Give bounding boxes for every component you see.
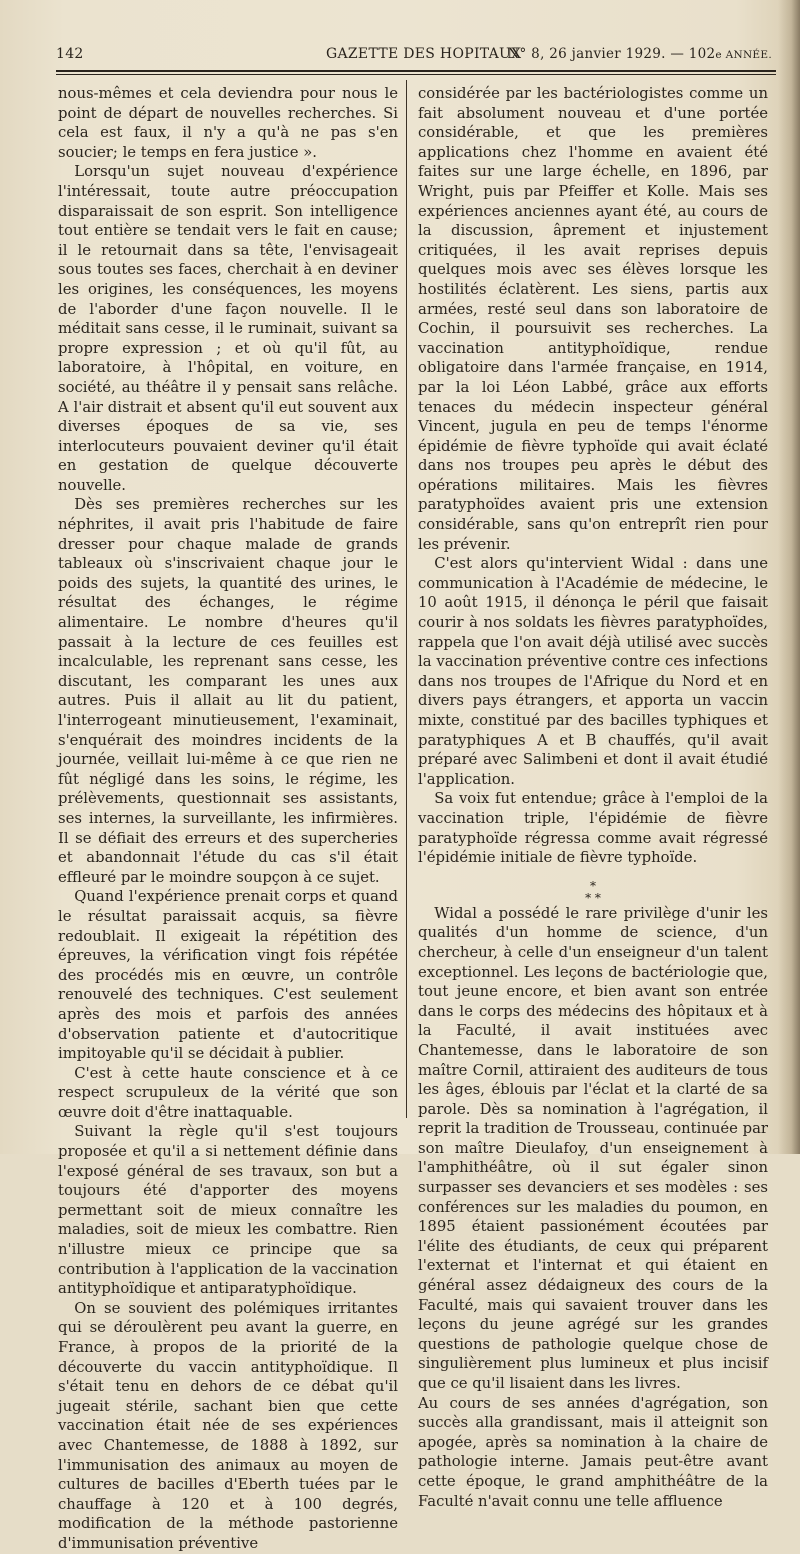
right-column-body-b — [418, 904, 768, 1511]
paragraph: Quand l'expérience prenait corps et quand le résultat paraissait acquis, sa fièvre redoublait. Il exigeait la répétition des épreuves, la vérification vingt fois répétée des procédés mis en œuvre, un contrôle renouvelé des techniques. C'est seulement après des mois et parfois des années d'observation patiente et d'autocritique impitoyable qu'il se décidait à publier. — [58, 888, 398, 1063]
section-separator — [418, 868, 768, 904]
header-rule-thick — [56, 70, 776, 72]
paragraph: considérée par les bactériologistes comme un fait absolument nouveau et d'une portée considérable, et que les premières applications chez l'homme en avaient été faites sur une large échelle, en 1896, par Wright, puis par Pfeiffer et Kolle. Mais ses expériences anciennes ayant été, au cours de la discussion, âprement et injustement critiquées, il les avait reprises depuis quelques mois avec ses élèves lorsque les hostilités éclatèrent. Les siens, partis aux armées, resté seul dans son laboratoire de Cochin, il poursuivit ses recherches. La vaccination antityphoïdique, rendue obligatoire dans l'armée française, en 1914, par la loi Léon Labbé, grâce aux efforts tenaces du médecin inspecteur général Vincent, jugula en peu de temps l'énorme épidémie de fièvre typhoïde qui avait éclaté dans nos troupes peu après le début des opérations militaires. Mais les fièvres paratyphoïdes avaient pris une extension considérable, sans qu'on entreprît rien pour les prévenir. — [418, 85, 768, 553]
paragraph: Dès ses premières recherches sur les néphrites, il avait pris l'habitude de faire dresser pour chaque malade de grands tableaux où s'inscrivaient chaque jour le poids des sujets, la quantité des urines, le résultat des échanges, le régime alimentaire. Le nombre d'heures qu'il passait à la lecture de ces feuilles est incalculable, les reprenant sans cesse, les discutant, les comparant les unes aux autres. Puis il allait au lit du patient, l'interrogeant minutieusement, l'examinait, s'enquérait des moindres incidents de la journée, veillait lui-même à ce que rien ne fût négligé dans les soins, le régime, les prélèvements, questionnait ses assistants, ses internes, la surveillante, les infirmières. Il se défiait des erreurs et des supercheries et abandonnait l'étude du cas s'il était effleuré par le moindre soupçon à ce sujet. — [58, 496, 398, 886]
page-number: 142 — [56, 46, 84, 62]
paragraph: C'est alors qu'intervient Widal : dans une communication à l'Académie de médecine, le 10 août 1915, il dénonça le péril que faisait courir à nos soldats les fièvres paratyphoïdes, rappela que l'on avait déjà utilisé avec succès la vaccination préventive contre ces infections dans nos troupes de l'Afrique du Nord et en divers pays étrangers, et apporta un vaccin mixte, constitué par des bacilles typhiques et paratyphiques A et B chauffés, qu'il avait préparé avec Salimbeni et dont il avait étudié l'application. — [418, 555, 768, 788]
paragraph: Suivant la règle qu'il s'est toujours proposée et qu'il a si nettement définie dans l'exposé général de ses travaux, son but a toujours été d'apporter des moyens permettant soit de mieux connaître les maladies, soit de mieux les combattre. Rien n'illustre mieux ce principe que sa contribution à l'application de la vaccination antityphoïdique et antiparatyphoïdique. — [58, 1123, 398, 1298]
paragraph: Sa voix fut entendue; grâce à l'emploi de la vaccination triple, l'épidémie de fièvre paratyphoïde régressa comme avait régressé l'épidémie initiale de fièvre typhoïde. — [418, 790, 768, 867]
journal-title: GAZETTE DES HOPITAUX — [326, 46, 522, 62]
column-divider — [406, 80, 407, 1118]
paragraph: On se souvient des polémiques irritantes qui se déroulèrent peu avant la guerre, en France, à propos de la priorité de la découverte du vaccin antityphoïdique. Il s'était tenu en dehors de ce débat qu'il jugeait stérile, sachant bien que cette vaccination était née de ses expériences avec Chantemesse, de 1888 à 1892, sur l'immunisation des animaux au moyen de cultures de bacilles d'Eberth tuées par le chauffage à 120 et à 100 degrés, modification de la méthode pastorienne d'immunisation préventive — [58, 1299, 398, 1552]
separator-star-top: * — [590, 878, 596, 893]
separator-stars-bottom: * * — [585, 890, 601, 905]
paragraph: C'est à cette haute conscience et à ce respect scrupuleux de la vérité que son œuvre doit d'être inattaquable. — [58, 1064, 398, 1121]
issue-main: N° 8, 26 janvier 1929. — 102 — [507, 46, 716, 62]
header-rule-thin — [56, 74, 776, 75]
page-edge-shadow — [778, 0, 800, 1154]
left-column — [58, 84, 398, 1554]
paragraph: Lorsqu'un sujet nouveau d'expérience l'intéressait, toute autre préoccupation disparaissait de son esprit. Son intelligence tout entière se tendait vers le fait en cause; il le retournait dans sa tête, l'envisageait sous toutes ses faces, cherchait à en deviner les origines, les conséquences, les moyens de l'aborder d'une façon nouvelle. Il le méditait sans cesse, il le ruminait, suivant sa propre expression ; et où qu'il fût, au laboratoire, à l'hôpital, en voiture, en société, au théâtre il y pensait sans relâche. A l'air distrait et absent qu'il eut souvent aux diverses époques de sa vie, ses interlocuteurs pouvaient deviner qu'il était en gestation de quelque découverte nouvelle. — [58, 163, 398, 494]
left-column-body — [58, 84, 398, 1554]
running-header — [56, 44, 772, 68]
paragraph: Au cours de ses années d'agrégation, son succès alla grandissant, mais il atteignit son apogée, après sa nomination à la chaire de pathologie interne. Jamais peut-être avant cette époque, le grand amphithéâtre de la Faculté n'avait connu une telle affluence — [418, 1394, 768, 1510]
paragraph: nous-mêmes et cela deviendra pour nous le point de départ de nouvelles recherches. Si cela est faux, il n'y a qu'à ne pas s'en soucier; le temps en fera justice ». — [58, 85, 398, 161]
paragraph: Widal a possédé le rare privilège d'unir les qualités d'un homme de science, d'un chercheur, à celle d'un enseigneur d'un talent exceptionnel. Les leçons de bactériologie que, tout jeune encore, et bien avant son entrée dans le corps des médecins des hôpitaux et à la Faculté, il avait instituées avec Chantemesse, dans le laboratoire de son maître Cornil, attiraient des auditeurs de tous les âges, éblouis par l'éclat et la clarté de sa parole. Dès sa nomination à l'agrégation, il reprit la tradition de Trousseau, continuée par son maître Dieulafoy, d'un enseignement à l'amphithéâtre, où il sut égaler sinon surpasser ses devanciers et ses modèles : ses conférences sur les maladies du poumon, en 1895 étaient passionément écoutées par l'élite des étudiants, de ceux qui préparent l'externat et l'internat et qui étaient en général assez dédaigneux des cours de la Faculté, mais qui savaient trouver dans les leçons du jeune agrégé sur les grandes questions de pathologie quelque chose de singulièrement plus lumineux et plus incisif que ce qu'il lisaient dans les livres. — [418, 904, 768, 1392]
right-column-body-a — [418, 84, 768, 868]
issue-info — [507, 46, 772, 62]
right-column — [418, 84, 768, 1511]
issue-suffix: e ANNÉE. — [715, 49, 772, 61]
